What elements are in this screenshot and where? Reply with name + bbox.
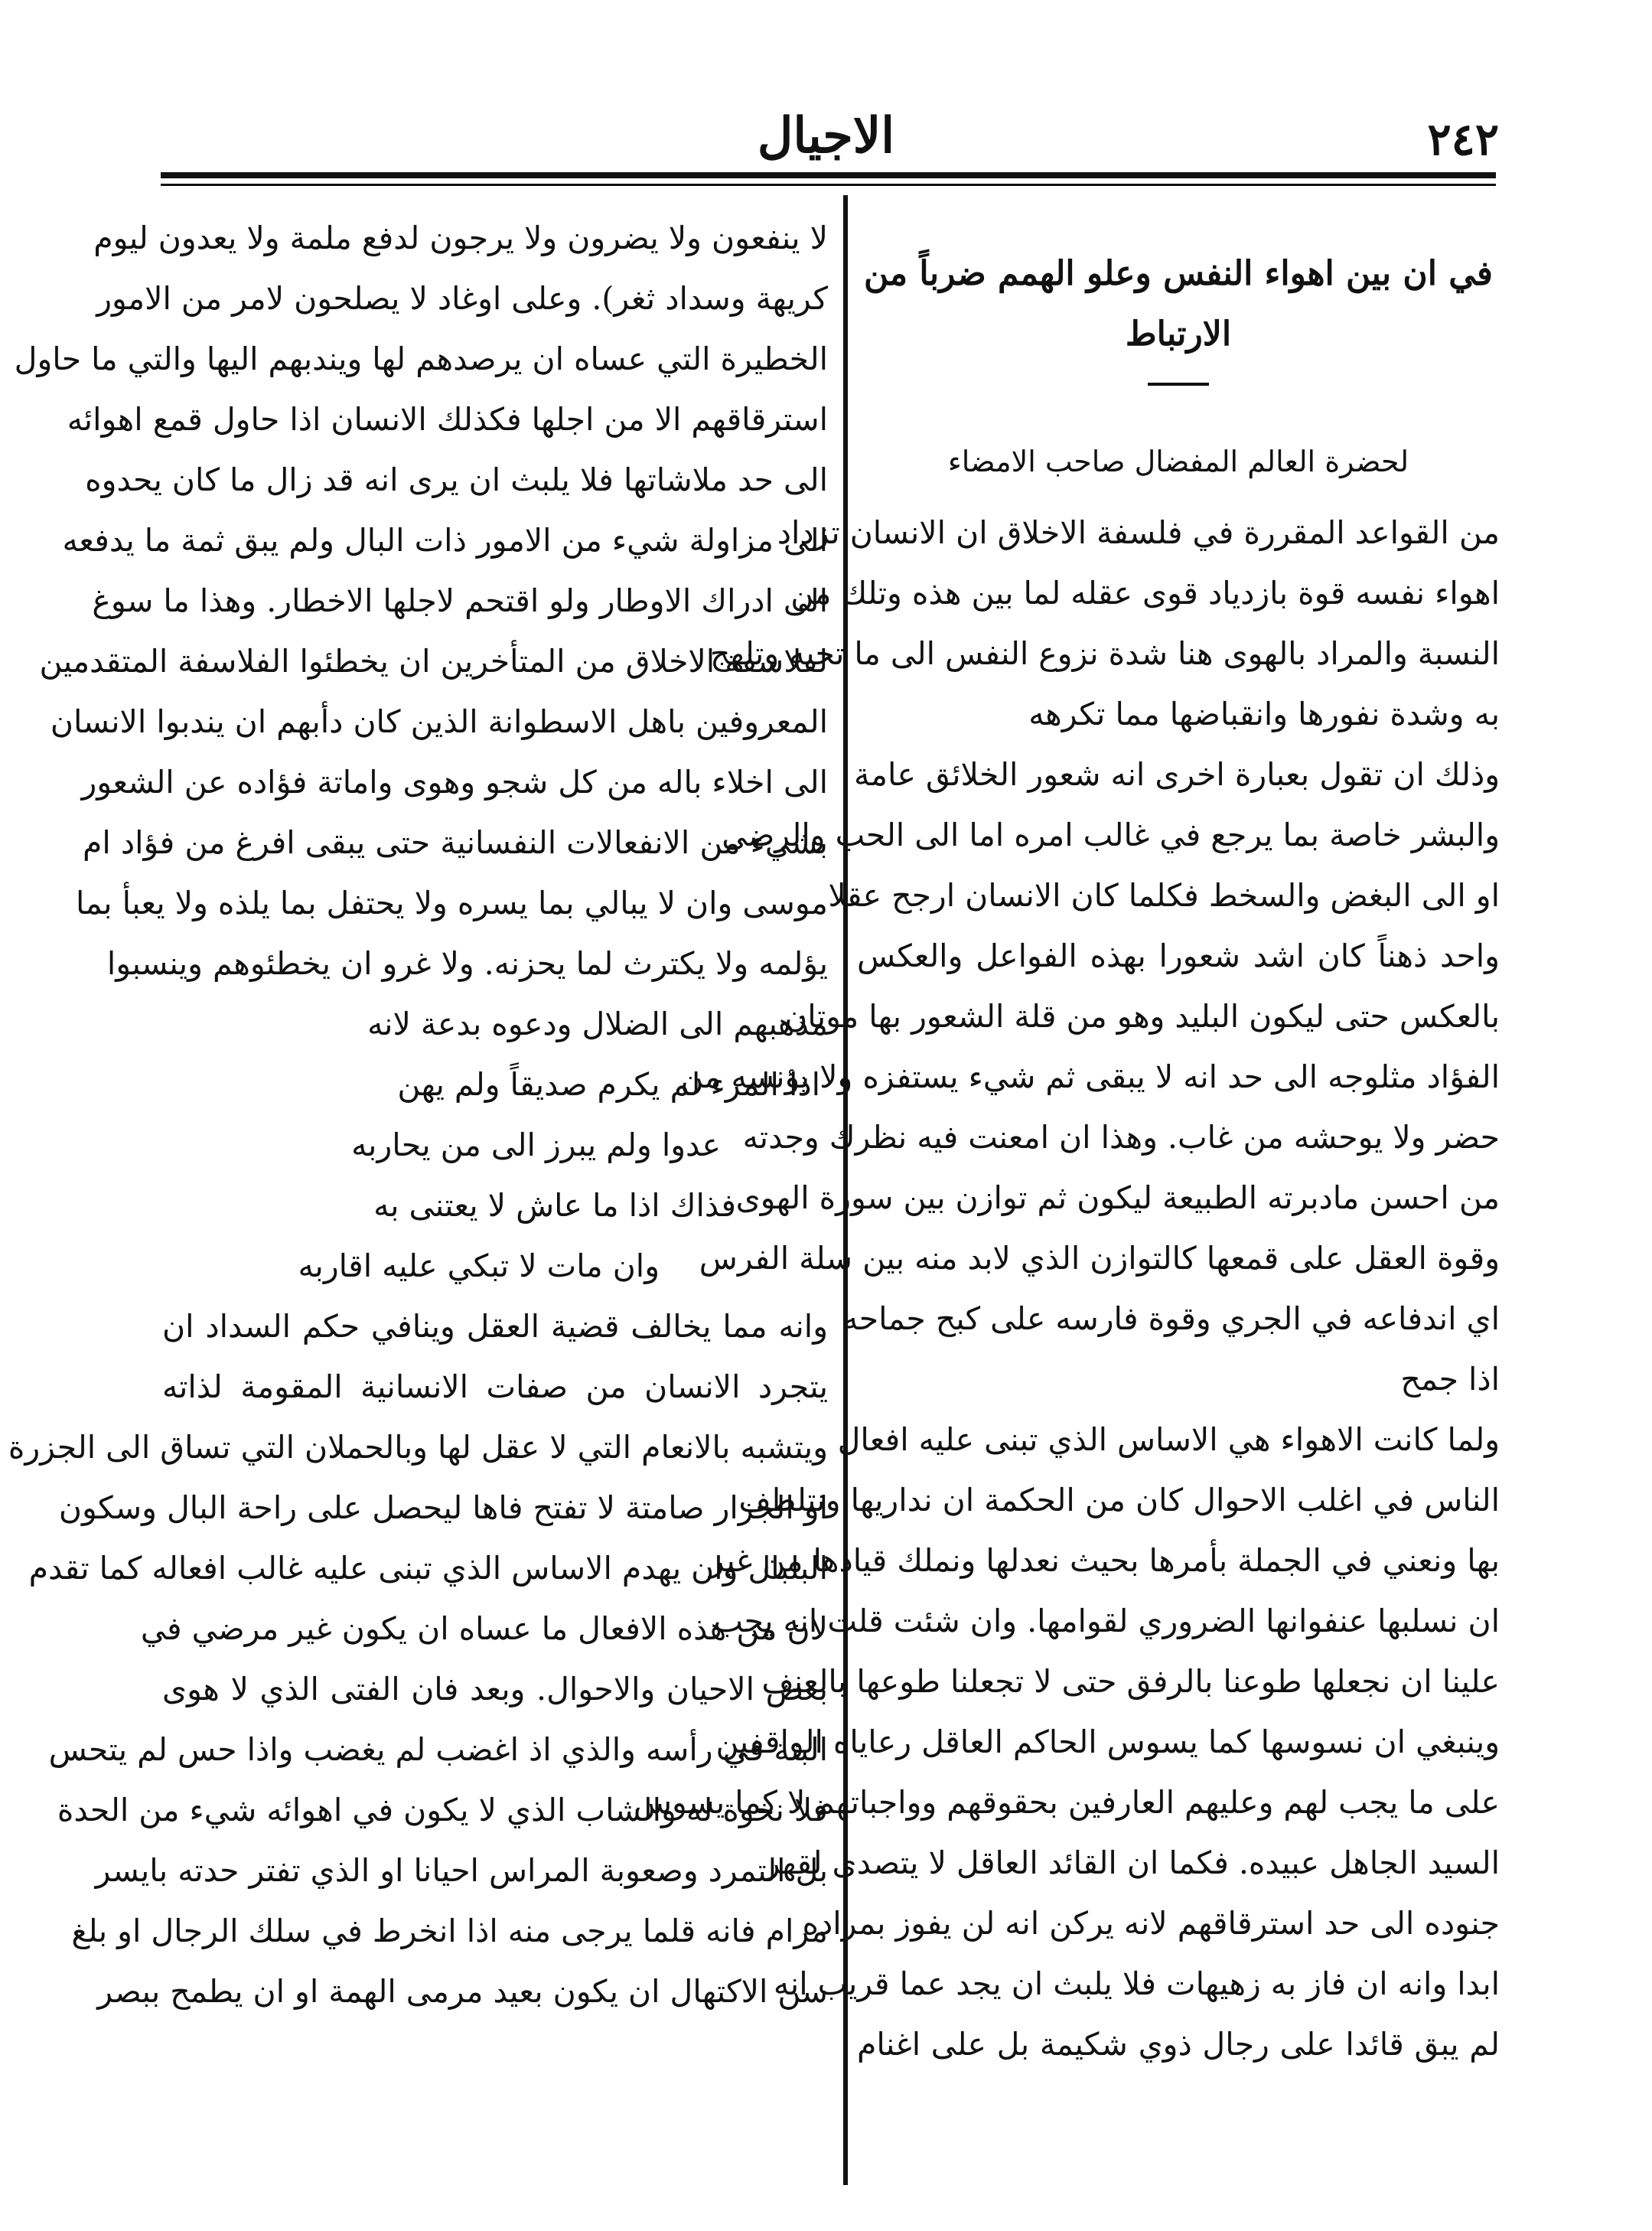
text-line: الى مزاولة شيء من الامور ذات البال ولم يبق ثمة ما يدفعه: [62, 522, 828, 559]
text-line: السيد الجاهل عبيده. فكما ان القائد العاقل لا يتصدى لقهر: [764, 1844, 1500, 1881]
text-line: ابدا وانه ان فاز به زهيهات فلا يلبث ان يجد عما قريب انه: [773, 1965, 1500, 2002]
text-line: او الجزار صامتة لا تفتح فاها ليحصل على راحة البال وسكون: [58, 1489, 828, 1526]
text-line: الى ادراك الاوطار ولو اقتحم لاجلها الاخطار. وهذا ما سوغ: [92, 582, 828, 619]
text-line: بها ونعني في الجملة بأمرها بحيث نعدلها ونملك قيادها من غير: [709, 1542, 1500, 1579]
text-line: وينبغي ان نسوسها كما يسوس الحاكم العاقل رعاياه الواقفين: [715, 1724, 1500, 1760]
text-line: حضر ولا يوحشه من غاب. وهذا ان امعنت فيه نظرك وجدته: [742, 1119, 1500, 1156]
text-line: والبشر خاصة بما يرجع في غالب امره اما الى الحب والرضى: [722, 817, 1500, 853]
text-line: وذلك ان تقول بعبارة اخرى انه شعور الخلائق عامة: [854, 756, 1500, 793]
text-line: واحد ذهناً كان اشد شعورا بهذه الفواعل والعكس: [857, 938, 1500, 974]
text-line: او الى البغض والسخط فكلما كان الانسان ارجح عقلا: [828, 877, 1500, 914]
text-line: المعروفين باهل الاسطوانة الذين كان دأبهم ان يندبوا الانسان: [50, 703, 828, 740]
page-number: ٢٤٢: [1427, 113, 1499, 165]
poem-verse: عدوا ولم يبرز الى من يحاربه: [351, 1127, 721, 1163]
header-rule-thin: [161, 184, 1496, 186]
text-line: يؤلمه ولا يكترث لما يحزنه. ولا غرو ان يخطئوهم وينسبوا: [106, 945, 828, 982]
text-line: النسبة والمراد بالهوى هنا شدة نزوع النفس الى ما تحبه وتلهج: [709, 635, 1500, 672]
text-line: لا ينفعون ولا يضرون ولا يرجون لدفع ملمة ولا يعدون ليوم: [93, 220, 828, 256]
text-line: يتجرد الانسان من صفات الانسانية المقومة لذاته: [162, 1368, 828, 1405]
text-line: به وشدة نفورها وانقباضها مما تكرهه: [1028, 696, 1500, 732]
text-line: بعض الاحيان والاحوال. وبعد فان الفتى الذي لا هوى: [162, 1671, 828, 1707]
text-line: علينا ان نجعلها طوعنا بالرفق حتى لا تجعلنا طوعها بالعنف: [761, 1663, 1500, 1700]
text-line: لان من هذه الافعال ما عساه ان يكون غير مرضي في: [140, 1610, 828, 1647]
text-line: بشيء من الانفعالات النفسانية حتى يبقى افرغ من فؤاد ام: [83, 824, 828, 861]
text-line: ان نسلبها عنفوانها الضروري لقوامها. وان شئت قلت انه يجب: [713, 1603, 1500, 1639]
text-line: اي اندفاعه في الجري وقوة فارسه على كبح جماحه: [842, 1300, 1500, 1337]
text-line: موسى وان لا يبالي بما يسره ولا يحتفل بما يلذه ولا يعبأ بما: [75, 885, 828, 921]
text-line: البتة في رأسه والذي اذ اغضب لم يغضب واذا حس لم يتحس: [48, 1731, 828, 1768]
text-line: لم يبق قائدا على رجال ذوي شكيمة بل على اغنام: [857, 2026, 1500, 2063]
text-line: ولما كانت الاهواء هي الاساس الذي تبنى عليه افعال: [837, 1421, 1500, 1458]
text-line: سن الاكتهال ان يكون بعيد مرمى الهمة او ان يطمح ببصر: [97, 1973, 828, 2010]
header-rule-thick: [161, 172, 1496, 178]
text-line: استرقاقهم الا من اجلها فكذلك الانسان اذا حاول قمع اهوائه: [67, 401, 828, 438]
text-line: ويتشبه بالانعام التي لا عقل لها وبالحملان التي تساق الى الجزرة: [8, 1429, 828, 1466]
text-line: الفؤاد مثلوجه الى حد انه لا يبقى ثم شيء يستفزه ولا يؤنسه من: [680, 1058, 1500, 1095]
text-line: كريهة وسداد ثغر). وعلى اوغاد لا يصلحون لامر من الامور: [96, 280, 828, 317]
text-line: اهواء نفسه قوة بازدياد قوى عقله لما بين هذه وتلك من: [790, 575, 1500, 612]
article-title: في ان بين اهواء النفس وعلو الهمم ضرباً من الارتباط: [864, 254, 1493, 354]
text-line: جنوده الى حد استرقاقهم لانه يركن انه لن يفوز بمراده: [802, 1905, 1500, 1942]
text-line: بل التمرد وصعوبة المراس احيانا او الذي تفتر حدته بايسر: [95, 1852, 828, 1889]
text-line: الناس في اغلب الاحوال كان من الحكمة ان نداريها ونتلطف: [738, 1482, 1500, 1518]
text-line: مذهبهم الى الضلال ودعوه بدعة لانه: [367, 1006, 828, 1042]
right-column: [633, 208, 1500, 2075]
text-line: بالعكس حتى ليكون البليد وهو من قلة الشعور بها موتان: [784, 998, 1500, 1035]
text-line: وانه مما يخالف قضية العقل وينافي حكم السداد ان: [162, 1308, 828, 1345]
text-line: الى حد ملاشاتها فلا يلبث ان يرى انه قد زال ما كان يحدوه: [85, 462, 828, 498]
text-line: مرام فانه قلما يرجى منه اذا انخرط في سلك الرجال او بلغ: [71, 1913, 828, 1949]
article-author: لحضرة العالم المفضال صاحب الامضاء: [947, 445, 1409, 478]
text-line: الخطيرة التي عساه ان يرصدهم لها ويندبهم اليها والتي ما حاول: [14, 341, 828, 377]
poem-verse: فذاك اذا ما عاش لا يعتنى به: [373, 1187, 736, 1224]
text-line: وقوة العقل على قمعها كالتوازن الذي لابد منه بين سلة الفرس: [699, 1240, 1500, 1277]
text-line: من احسن مادبرته الطبيعة ليكون ثم توازن بين سورة الهوى: [735, 1179, 1500, 1216]
text-line: الى اخلاء باله من كل شجو وهوى واماتة فؤاده عن الشعور: [81, 764, 828, 801]
title-separator: [1148, 383, 1209, 386]
text-line: لفلاسفة الاخلاق من المتأخرين ان يخطئوا الفلاسفة المتقدمين: [39, 643, 828, 680]
text-line: البلبال وان يهدم الاساس الذي تبنى عليه غالب افعاله كما تقدم: [28, 1550, 828, 1587]
left-column: [8, 208, 828, 2022]
poem-verse: وان مات لا تبكي عليه اقاربه: [298, 1248, 660, 1284]
text-line: من القواعد المقررة في فلسفة الاخلاق ان الانسان تزداد: [777, 514, 1500, 551]
text-line: على ما يجب لهم وعليهم العارفين بحقوقهم وواجباتهم لا كما يسوس: [633, 1784, 1500, 1821]
text-line: فلا نخوة له والشاب الذي لا يكون في اهوائه شيء من الحدة: [57, 1792, 828, 1828]
poem-verse: اذا المرء لم يكرم صديقاً ولم يهن: [397, 1066, 820, 1103]
text-line: اذا جمح: [1400, 1361, 1500, 1398]
running-title: الاجيال: [757, 107, 895, 165]
